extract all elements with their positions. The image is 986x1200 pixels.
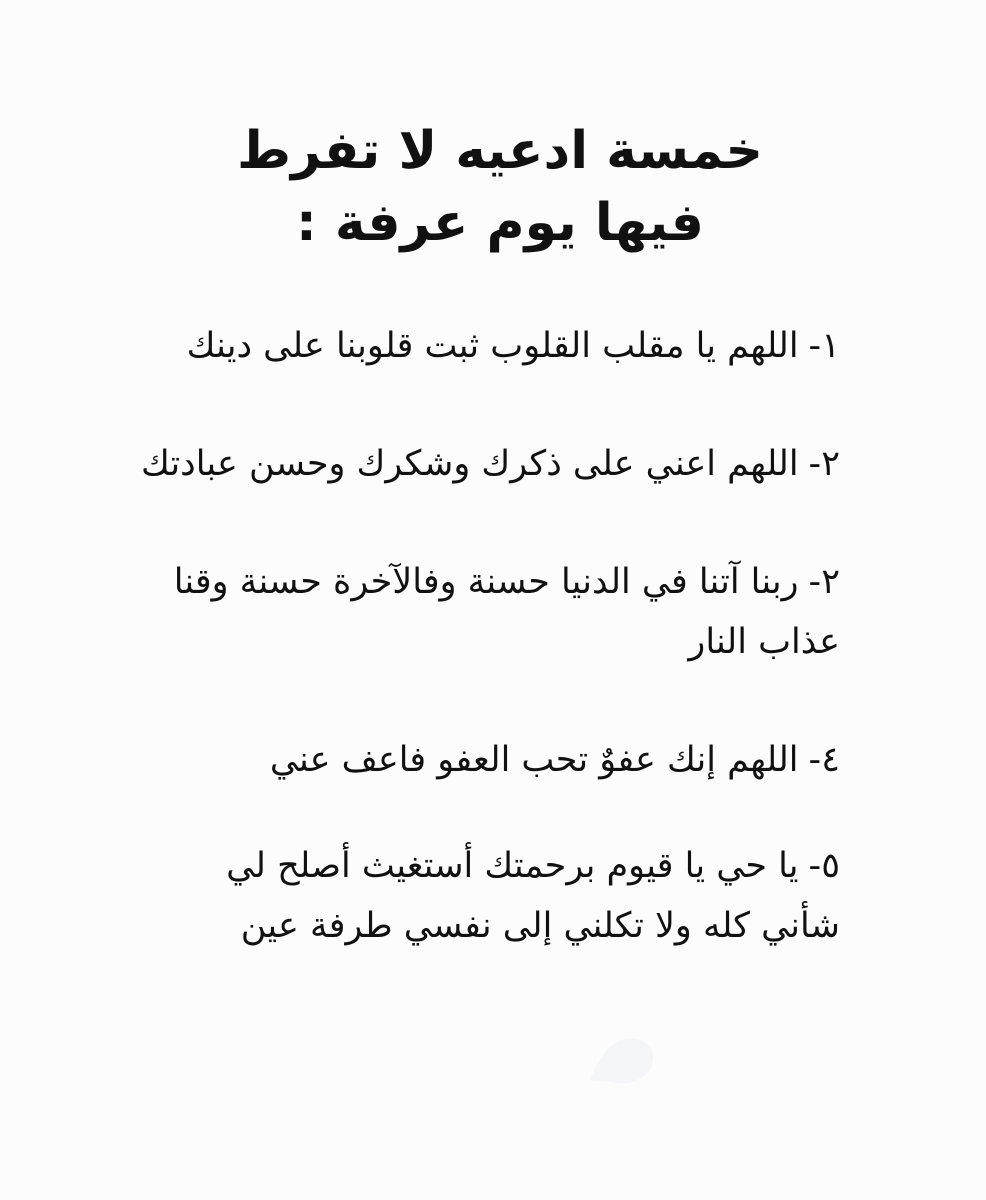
faint-watermark-icon (580, 1010, 670, 1090)
dua-text: اللهم يا مقلب القلوب ثبت قلوبنا على دينك (186, 326, 799, 366)
dua-item-4 (140, 730, 840, 790)
dua-number: ٥- (808, 846, 840, 886)
dua-text: اللهم اعني على ذكرك وشكرك وحسن عبادتك (140, 444, 799, 484)
title-line-2: فيها يوم عرفة : (296, 192, 704, 253)
dua-text: اللهم إنك عفوٌ تحب العفو فاعف عني (269, 740, 799, 780)
dua-number: ٢- (808, 562, 840, 602)
page-title (150, 115, 850, 259)
title-line-1: خمسة ادعيه لا تفرط (237, 120, 763, 181)
dua-number: ١- (808, 326, 840, 366)
dua-number: ٤- (808, 740, 840, 780)
dua-item-3 (140, 552, 840, 672)
dua-number: ٢- (808, 444, 840, 484)
dua-text: يا حي يا قيوم برحمتك أستغيث أصلح لي شأني كله ولا تكلني إلى نفسي طرفة عين (226, 846, 840, 946)
dua-item-5 (140, 836, 840, 956)
dua-item-1 (140, 316, 840, 376)
dua-text: ربنا آتنا في الدنيا حسنة وفالآخرة حسنة وقنا عذاب النار (173, 562, 840, 662)
dua-item-2 (140, 434, 840, 494)
dua-list (140, 316, 840, 1002)
